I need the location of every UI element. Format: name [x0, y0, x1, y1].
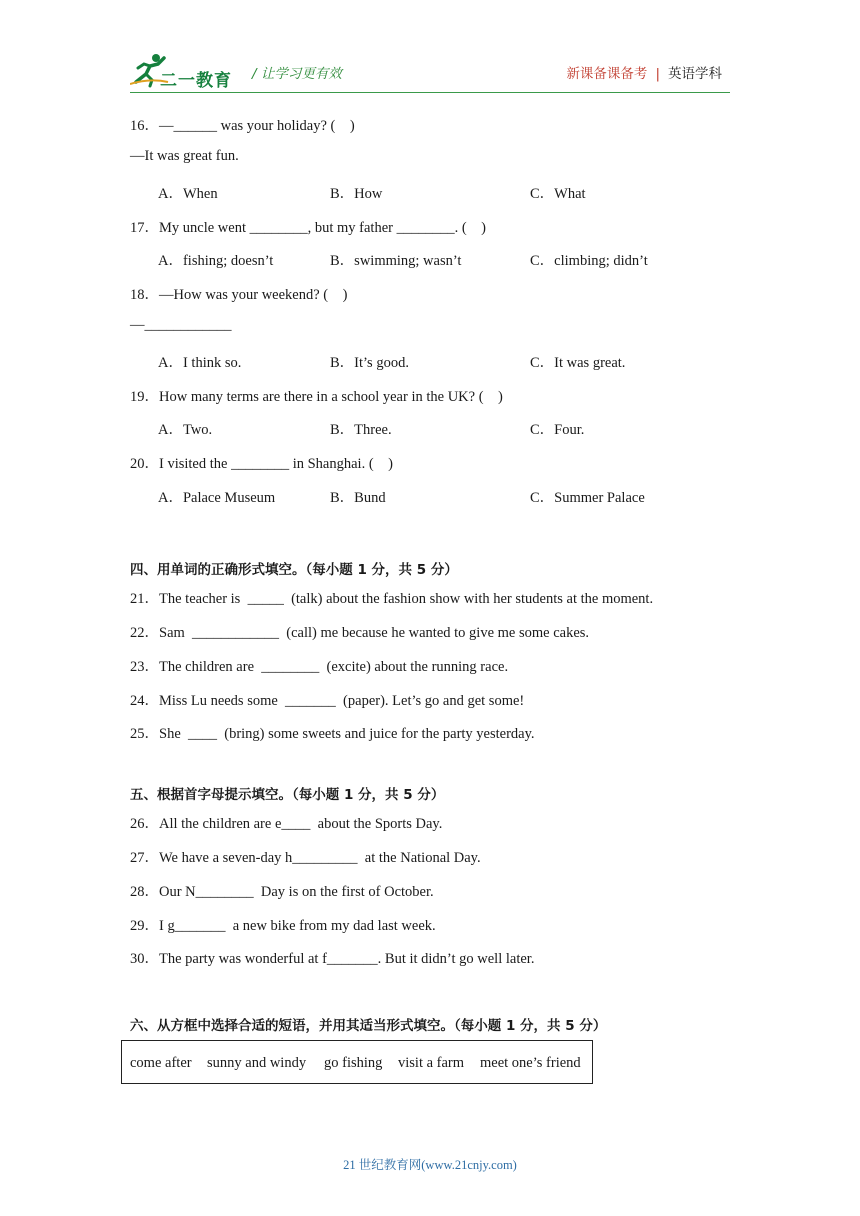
logo — [130, 52, 240, 90]
option-a: A．I think so. — [158, 355, 242, 371]
option-a: A．When — [158, 186, 218, 202]
phrase: sunny and windy — [207, 1055, 307, 1071]
question-sub: —____________ — [130, 317, 232, 333]
question-stem: 17．My uncle went ________, but my father ________. ( ) — [130, 220, 487, 236]
question-stem: 19．How many terms are there in a school year in the UK? ( ) — [130, 389, 503, 405]
header-divider — [130, 92, 730, 93]
question-stem: 18．—How was your weekend? ( ) — [130, 287, 348, 303]
fill-item: 29．I g_______ a new bike from my dad last week. — [130, 918, 436, 934]
option-c: C．What — [530, 186, 586, 202]
question-stem: 20．I visited the ________ in Shanghai. ( ) — [130, 456, 393, 472]
logo-text: 二一教育 — [160, 71, 232, 91]
option-b: B．Bund — [330, 490, 386, 506]
option-a: A．fishing; doesn’t — [158, 253, 274, 269]
phrase: come after — [130, 1055, 192, 1071]
section-title: 五、根据首字母提示填空。（每小题 1 分，共 5 分） — [130, 787, 445, 803]
header-course-label: 新课备课备考 — [566, 66, 648, 82]
phrase: go fishing — [324, 1055, 383, 1071]
fill-item: 28．Our N________ Day is on the first of October. — [130, 884, 434, 900]
header-subject: 英语学科 — [668, 66, 722, 82]
option-b: B．swimming; wasn’t — [330, 253, 462, 269]
option-c: C．It was great. — [530, 355, 626, 371]
header-right — [566, 62, 722, 82]
section-title: 六、从方框中选择合适的短语，并用其适当形式填空。（每小题 1 分，共 5 分） — [130, 1018, 607, 1034]
slogan: / 让学习更有效 — [252, 66, 342, 82]
fill-item: 27．We have a seven-day h_________ at the National Day. — [130, 850, 481, 866]
fill-item: 24．Miss Lu needs some _______ (paper). Let’s go and get some! — [130, 693, 525, 709]
phrase: meet one’s friend — [480, 1055, 581, 1071]
option-b: B．Three. — [330, 422, 392, 438]
fill-item: 25．She ____ (bring) some sweets and juice for the party yesterday. — [130, 726, 535, 742]
header-separator: | — [655, 66, 660, 82]
option-c: C．Summer Palace — [530, 490, 645, 506]
section-title: 四、用单词的正确形式填空。（每小题 1 分，共 5 分） — [130, 562, 458, 578]
option-b: B．How — [330, 186, 383, 202]
option-a: A．Two. — [158, 422, 213, 438]
option-a: A．Palace Museum — [158, 490, 276, 506]
option-c: C．climbing; didn’t — [530, 253, 648, 269]
fill-item: 21．The teacher is _____ (talk) about the fashion show with her students at the moment. — [130, 591, 654, 607]
page-footer: 21 世纪教育网(www.21cnjy.com) — [343, 1158, 517, 1172]
phrase: visit a farm — [398, 1055, 465, 1071]
fill-item: 22．Sam ____________ (call) me because he wanted to give me some cakes. — [130, 625, 590, 641]
fill-item: 26．All the children are e____ about the Sports Day. — [130, 816, 443, 832]
option-c: C．Four. — [530, 422, 585, 438]
page-header — [0, 0, 860, 100]
fill-item: 30．The party was wonderful at f_______. But it didn’t go well later. — [130, 951, 535, 967]
question-sub: —It was great fun. — [130, 148, 239, 164]
word-box — [121, 1040, 593, 1084]
option-b: B．It’s good. — [330, 355, 409, 371]
question-stem: 16．—______ was your holiday? ( ) — [130, 118, 355, 134]
fill-item: 23．The children are ________ (excite) about the running race. — [130, 659, 509, 675]
